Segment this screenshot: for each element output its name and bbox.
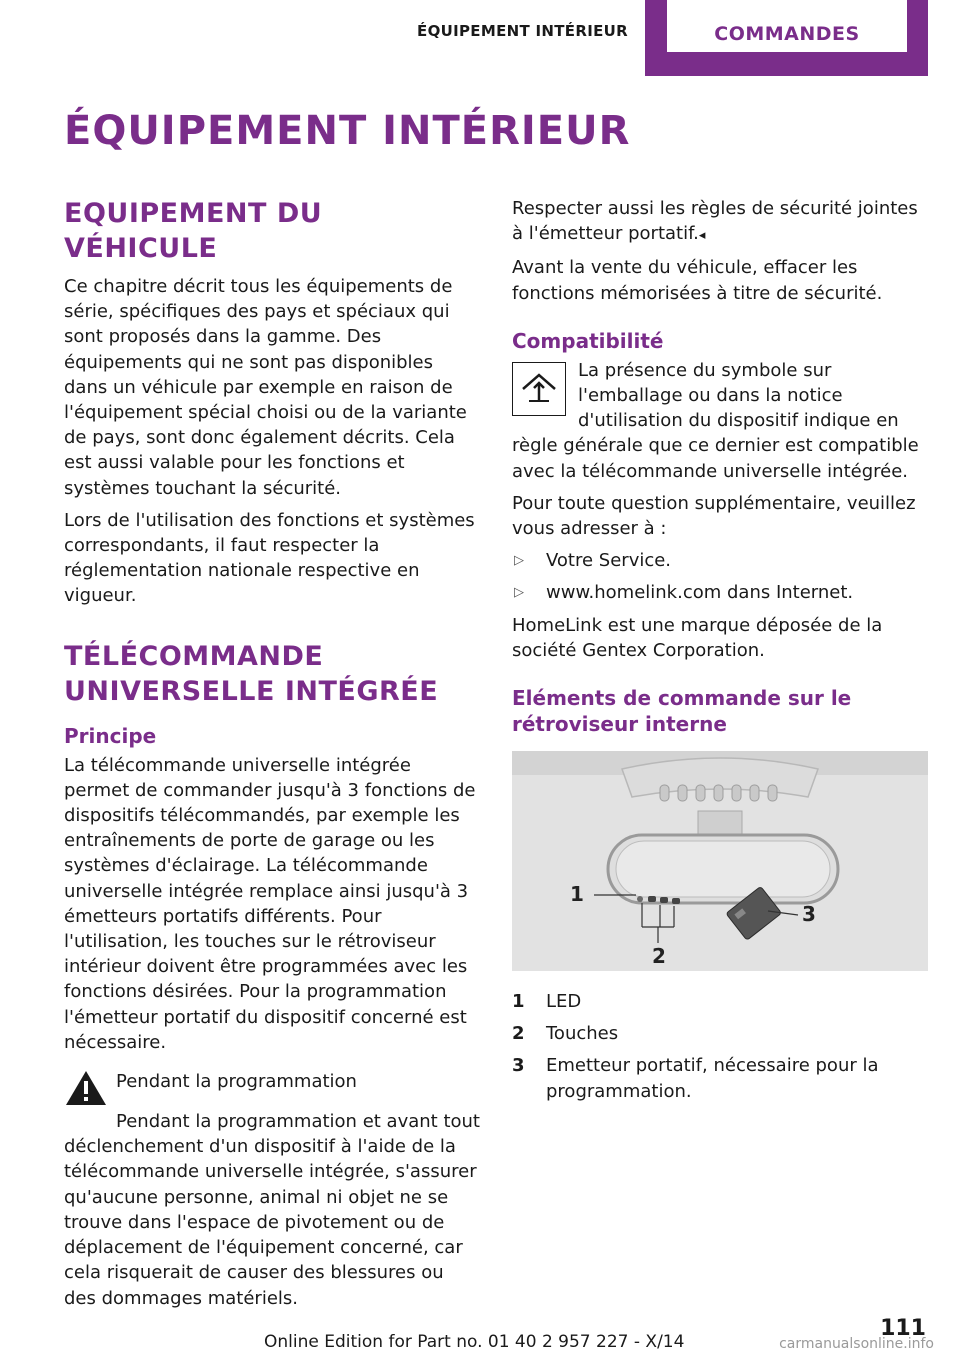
paragraph: La télécommande universelle intégrée permet de commander jusqu'à 3 fonctions de dispositifs télécommandés, par exemple les entraînements de porte de garage ou les systèmes d'éclairage. La télécommande universelle intégrée remplace ainsi jusqu'à 3 émetteurs portatifs différents. Pour l'utilisation, les touches sur le rétroviseur intérieur doivent être programmées avec les fonctions désirées. Pour la programmation l'émetteur portatif du dispositif concerné est nécessaire. — [64, 754, 476, 1053]
edition-footer: Online Edition for Part no. 01 40 2 957 227 - X/14 — [264, 1332, 685, 1352]
warning-title: Pendant la programmation — [116, 1071, 357, 1093]
legend-text: Touches — [546, 1023, 619, 1045]
warning-block — [64, 1069, 480, 1109]
legend-number: 1 — [512, 991, 525, 1013]
right-column — [512, 196, 928, 1111]
page-title: ÉQUIPEMENT INTÉRIEUR — [64, 108, 631, 154]
chapter-tab-label: COMMANDES — [667, 0, 907, 52]
left-column — [64, 196, 480, 1318]
warning-text — [64, 1109, 480, 1311]
paragraph: HomeLink est une marque déposée de la société Gentex Corporation. — [512, 614, 883, 661]
site-watermark: carmanualsonline.info — [779, 1336, 934, 1352]
warning-triangle-icon — [64, 1069, 108, 1107]
triangle-bullet-icon: ▷ — [514, 553, 524, 569]
compatibility-block — [512, 358, 928, 484]
figure-label-3: 3 — [802, 902, 816, 927]
figure-legend — [512, 989, 928, 1104]
paragraph: La présence du symbole sur l'emballage ou dans la notice d'utilisation du dispositif indique en règle générale que ce dernier est compatible avec la télécommande universelle intégrée. — [512, 359, 919, 482]
legend-text: LED — [546, 991, 582, 1013]
legend-row — [512, 989, 928, 1014]
section-heading-vehicle: EQUIPEMENT DU VÉHICULE — [64, 198, 323, 264]
legend-row — [512, 1021, 928, 1046]
chapter-tab — [645, 0, 928, 76]
legend-text: Emetteur portatif, nécessaire pour la programmation. — [546, 1055, 879, 1102]
figure-label-1: 1 — [570, 882, 584, 907]
list-item-text: www.homelink.com dans Internet. — [546, 582, 854, 604]
paragraph-text: Respecter aussi les règles de sécurité jointes à l'émetteur portatif. — [512, 198, 918, 245]
figure-label-2: 2 — [652, 944, 666, 969]
page-number: 111 — [880, 1316, 926, 1341]
warning-text-content: Pendant la programmation et avant tout déclenchement d'un dispositif à l'aide de la télécommande universelle intégrée, s'assurer qu'aucune personne, animal ni objet ne se trouve dans l'espace de pivotement ou de déplacement de l'équipement concerné, car cela risquerait de causer des blessures ou des dommages matériels. — [64, 1111, 480, 1309]
running-section-title: ÉQUIPEMENT INTÉRIEUR — [417, 22, 628, 40]
subheading-controls: Eléments de commande sur le rétroviseur interne — [512, 686, 852, 737]
list-item — [512, 580, 928, 605]
triangle-bullet-icon: ▷ — [514, 585, 524, 601]
homelink-house-icon — [512, 362, 566, 416]
legend-number: 2 — [512, 1023, 525, 1045]
end-of-warning-icon: ◂ — [698, 228, 706, 244]
mirror-illustration — [512, 751, 928, 971]
list-item — [512, 548, 928, 573]
list-item-text: Votre Service. — [546, 550, 672, 572]
legend-row — [512, 1053, 928, 1103]
section-heading-remote: TÉLÉCOMMANDE UNIVERSELLE INTÉGRÉE — [64, 640, 439, 707]
paragraph: Lors de l'utilisation des fonctions et systèmes correspondants, il faut respecter la réglementation nationale respective en vigueur. — [64, 509, 475, 607]
mirror-drawing — [512, 751, 928, 971]
legend-number: 3 — [512, 1055, 525, 1077]
subheading-compatibility: Compatibilité — [512, 328, 664, 353]
subheading-principle: Principe — [64, 723, 157, 748]
paragraph: Avant la vente du véhicule, effacer les fonctions mémorisées à titre de sécurité. — [512, 257, 883, 304]
paragraph: Ce chapitre décrit tous les équipements de série, spécifiques des pays et spéciaux qui sont proposés dans la gamme. Des équipements qui ne sont pas disponibles dans un véhicule par exemple en raison de l'équipement spécial choisi ou de la variante de pays, sont donc également décrits. Cela est aussi valable pour les fonctions et systèmes touchant la sécurité. — [64, 276, 467, 499]
contact-list — [512, 548, 928, 605]
paragraph: Pour toute question supplémentaire, veuillez vous adresser à : — [512, 492, 916, 540]
paragraph — [512, 196, 928, 248]
